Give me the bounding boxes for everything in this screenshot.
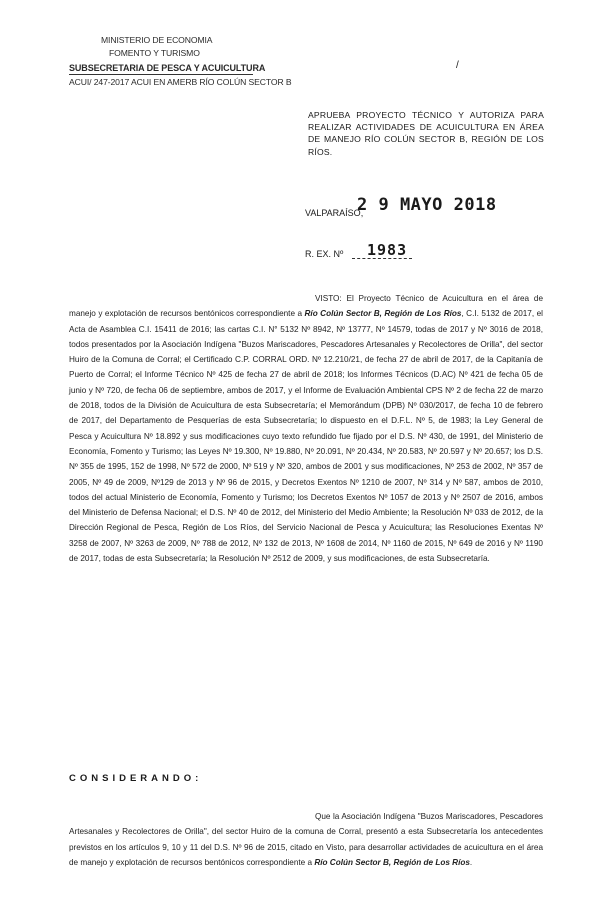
resolution-summary: APRUEBA PROYECTO TÉCNICO Y AUTORIZA PARA REALIZAR ACTIVIDADES DE ACUICULTURA EN ÁREA DE MANEJO RÍO COLÚN SECTOR B, REGIÓN DE LOS RÍOS.	[308, 110, 544, 157]
file-reference: ACUI/ 247-2017 ACUI EN AMERB RÍO COLÚN SECTOR B	[69, 77, 292, 87]
visto-paragraph: VISTO: El Proyecto Técnico de Acuicultura en el área de manejo y explotación de recursos bentónicos correspondiente a Río Colún Sector B, Región de Los Ríos, C.I. 5132 de 2017, el Acta de Asamblea C.I. 15411 de 2016; las cartas C.I. N° 5132 Nº 8942, Nº 13777, Nº 14579, todas de 2017 y Nº 3016 de 2018, todos presentados por la Asociación Indígena "Buzos Mariscadores, Pescadores Artesanales y Recolectores de Orilla", del sector Huiro de la Comuna de Corral; el Certificado C.P. CORRAL ORD. Nº 12.210/21, de fecha 27 de abril de 2017, de la Capitanía de Puerto de Corral; el Informe Técnico Nº 425 de fecha 27 de abril de 2018; los Informes Técnicos (D.AC) Nº 421 de fecha 05 de junio y Nº 720, de fecha 06 de septiembre, ambos de 2017, y el Informe de Evaluación Ambiental CPS Nº 2 de fecha 22 de marzo de 2018, todos de la División de Acuicultura de esta Subsecretaría; el Memorándum (DPB) Nº 030/2017, de fecha 10 de febrero de 2017, del Departamento de Pesquerías de esta Subsecretaría; lo dispuesto en el D.F.L. Nº 5, de 1983; la Ley General de Pesca y Acuicultura Nº 18.892 y sus modificaciones cuyo texto refundido fue fijado por el D.S. Nº 430, de 1991, del Ministerio de Economía, Fomento y Turismo; las Leyes Nº 19.300, Nº 19.880, Nº 20.091, Nº 20.434, Nº 20.583, Nº 20.597 y Nº 20.657; los D.S. Nº 355 de 1995, 152 de 1998, Nº 572 de 2000, Nº 519 y Nº 320, ambos de 2001 y sus modificaciones, Nº 253 de 2002, Nº 357 de 2005, Nº 49 de 2009, Nº129 de 2013 y Nº 96 de 2015, y Decretos Exentos Nº 1210 de 2007, Nº 314 y Nº 587, ambos de 2010, todos del actual Ministerio de Economía, Fomento y Turismo; los Decretos Exentos Nº 1057 de 2013 y Nº 2507 de 2016, ambos del Ministerio de Defensa Nacional; el D.S. Nº 40 de 2012, del Ministerio del Medio Ambiente; la Resolución Nº 033 de 2012, de la Dirección Regional de Pesca, Región de Los Ríos, del Servicio Nacional de Pesca y Acuicultura; las Resoluciones Exentas Nº 3258 de 2007, Nº 3263 de 2009, Nº 788 de 2012, Nº 132 de 2013, Nº 1608 de 2014, Nº 1160 de 2015, Nº 649 de 2016 y Nº 1190 de 2017, todas de esta Subsecretaría; la Resolución Nº 2512 de 2009, y sus modificaciones, de esta Subsecretaría.	[69, 294, 543, 564]
rex-number: 1983	[367, 241, 408, 259]
place-label: VALPARAÍSO,	[305, 208, 364, 218]
page-mark: /	[456, 60, 459, 71]
date-stamp: 2 9 MAYO 2018	[357, 195, 497, 215]
rex-number-line	[352, 258, 412, 259]
subsecretariat-name: SUBSECRETARIA DE PESCA Y ACUICULTURA	[69, 63, 266, 73]
ministry-name: MINISTERIO DE ECONOMIA	[101, 35, 213, 45]
considerando-heading: CONSIDERANDO:	[69, 773, 203, 784]
ministry-subtitle: FOMENTO Y TURISMO	[109, 48, 200, 58]
rex-label: R. EX. Nº	[305, 249, 344, 259]
header-underline	[69, 74, 253, 75]
considerando-paragraph: Que la Asociación Indígena "Buzos Mariscadores, Pescadores Artesanales y Recolectores de Orilla", del sector Huiro de la comuna de Corral, presentó a esta Subsecretaría los antecedentes previstos en los artículos 9, 10 y 11 del D.S. Nº 96 de 2015, citado en Visto, para desarrollar actividades de acuicultura en el área de manejo y explotación de recursos bentónicos correspondiente a Río Colún Sector B, Región de Los Ríos.	[69, 812, 543, 867]
